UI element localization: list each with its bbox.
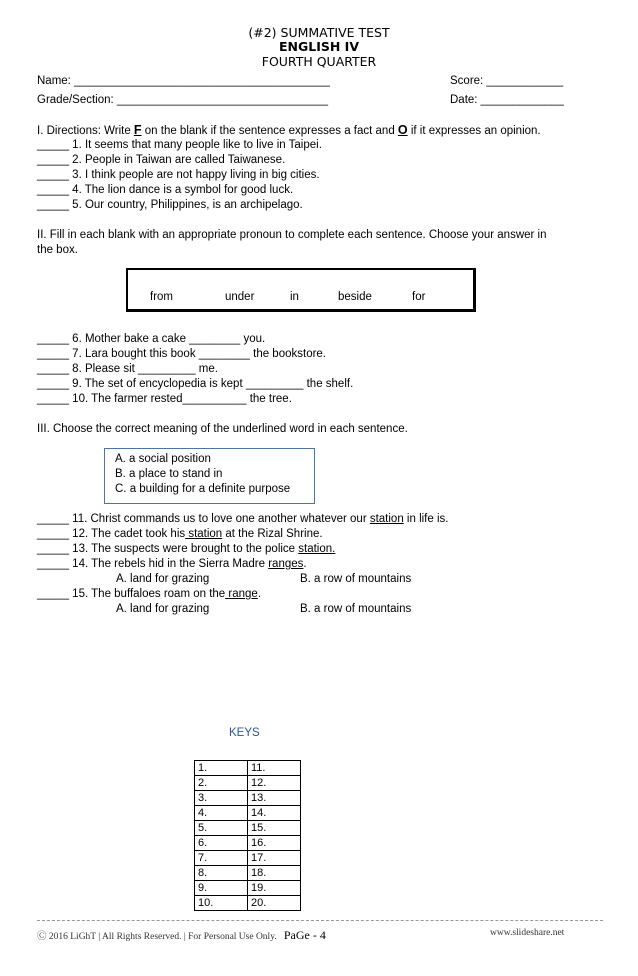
- key-cell: 3.: [195, 791, 248, 806]
- question-4: _____ 4. The lion dance is a symbol for good luck.: [37, 184, 294, 196]
- question-6: _____ 6. Mother bake a cake ________ you.: [37, 333, 266, 345]
- key-row: [195, 836, 301, 851]
- key-cell: 17.: [248, 851, 301, 866]
- key-cell: 14.: [248, 806, 301, 821]
- question-10: _____ 10. The farmer rested__________ the tree.: [37, 393, 292, 405]
- key-cell: 8.: [195, 866, 248, 881]
- subject-title: ENGLISH IV: [278, 39, 360, 54]
- key-cell: 4.: [195, 806, 248, 821]
- word-in: in: [290, 291, 299, 303]
- question-5: _____ 5. Our country, Philippines, is an archipelago.: [37, 199, 303, 211]
- part2-directions: II. Fill in each blank with an appropriate pronoun to complete each sentence. Choose your answer in: [37, 229, 547, 241]
- q14-option-b: B. a row of mountains: [300, 573, 412, 585]
- page-number: PaGe - 4: [283, 928, 326, 942]
- question-12: _____ 12. The cadet took his station at the Rizal Shrine.: [37, 528, 323, 540]
- key-cell: 16.: [248, 836, 301, 851]
- key-cell: 2.: [195, 776, 248, 791]
- name-field: Name: ________________________________________: [37, 75, 330, 87]
- word-beside: beside: [338, 291, 372, 303]
- choice-a: A. a social position: [115, 453, 211, 465]
- question-7: _____ 7. Lara bought this book ________ the bookstore.: [37, 348, 327, 360]
- key-cell: 11.: [248, 761, 301, 776]
- key-cell: 15.: [248, 821, 301, 836]
- key-row: [195, 821, 301, 836]
- question-11: _____ 11. Christ commands us to love one another whatever our station in life is.: [37, 513, 449, 525]
- footer-divider: [37, 920, 603, 921]
- question-3: _____ 3. I think people are not happy living in big cities.: [37, 169, 320, 181]
- key-row: [195, 806, 301, 821]
- question-15: _____ 15. The buffaloes roam on the range.: [37, 588, 262, 600]
- key-cell: 13.: [248, 791, 301, 806]
- choice-b: B. a place to stand in: [115, 468, 223, 480]
- key-cell: 18.: [248, 866, 301, 881]
- meaning-choices-box: [104, 448, 315, 504]
- answer-key-table: [194, 760, 301, 911]
- key-row: [195, 866, 301, 881]
- choice-c: C. a building for a definite purpose: [115, 483, 291, 495]
- key-cell: 19.: [248, 881, 301, 896]
- key-row: [195, 776, 301, 791]
- part1-directions: I. Directions: Write F on the blank if the sentence expresses a fact and O if it expresses an opinion.: [37, 123, 541, 137]
- word-choice-box: [126, 268, 476, 312]
- keys-title: KEYS: [229, 727, 260, 739]
- q15-option-b: B. a row of mountains: [300, 603, 412, 615]
- footer-website: www.slideshare.net: [490, 928, 565, 938]
- footer-copyright: Ⓒ 2016 LiGhT | All Rights Reserved. | For Personal Use Only. PaGe - 4: [37, 928, 326, 942]
- question-2: _____ 2. People in Taiwan are called Taiwanese.: [37, 154, 286, 166]
- grade-section-field: Grade/Section: _________________________________: [37, 94, 328, 106]
- question-13: _____ 13. The suspects were brought to the police station.: [37, 543, 336, 555]
- q14-option-a: A. land for grazing: [116, 573, 210, 585]
- word-for: for: [412, 291, 426, 303]
- key-cell: 9.: [195, 881, 248, 896]
- question-14: _____ 14. The rebels hid in the Sierra Madre ranges.: [37, 558, 307, 570]
- word-from: from: [150, 291, 173, 303]
- question-8: _____ 8. Please sit _________ me.: [37, 363, 218, 375]
- part3-directions: III. Choose the correct meaning of the underlined word in each sentence.: [37, 423, 408, 435]
- quarter-title: FOURTH QUARTER: [261, 54, 377, 69]
- date-field: Date: _____________: [450, 94, 564, 106]
- key-row: [195, 896, 301, 911]
- part2-directions-cont: the box.: [37, 244, 78, 256]
- question-1: _____ 1. It seems that many people like to live in Taipei.: [37, 139, 322, 151]
- key-cell: 7.: [195, 851, 248, 866]
- test-title: (#2) SUMMATIVE TEST: [248, 25, 390, 40]
- key-cell: 12.: [248, 776, 301, 791]
- word-under: under: [225, 291, 255, 303]
- key-cell: 20.: [248, 896, 301, 911]
- key-cell: 6.: [195, 836, 248, 851]
- key-row: [195, 791, 301, 806]
- question-9: _____ 9. The set of encyclopedia is kept _________ the shelf.: [37, 378, 354, 390]
- key-cell: 5.: [195, 821, 248, 836]
- key-cell: 10.: [195, 896, 248, 911]
- q15-option-a: A. land for grazing: [116, 603, 210, 615]
- key-row: [195, 881, 301, 896]
- key-row: [195, 761, 301, 776]
- key-cell: 1.: [195, 761, 248, 776]
- score-field: Score: ____________: [450, 75, 564, 87]
- key-row: [195, 851, 301, 866]
